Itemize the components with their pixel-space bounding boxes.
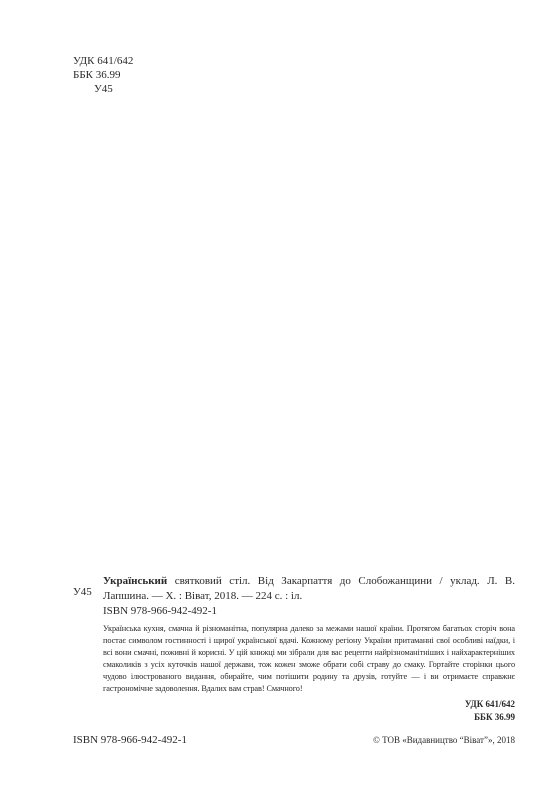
catalog-record: [103, 574, 515, 619]
bbk-code-bottom: ББК 36.99: [474, 712, 515, 722]
catalog-title-rest: святковий стіл. Від Закарпаття до Слобожанщини / уклад. Л. В. Лапшина. — Х. : Віват, 2018. — 224 с. : іл.: [103, 575, 515, 602]
top-classification: [73, 54, 133, 96]
footer-isbn: ISBN 978-966-942-492-1: [73, 734, 187, 746]
catalog-isbn: ISBN 978-966-942-492-1: [103, 605, 217, 617]
bbk-code: ББК 36.99: [73, 69, 121, 81]
catalog-title-bold: Український: [103, 575, 168, 587]
udk-code-bottom: УДК 641/642: [464, 699, 515, 709]
catalog-entry: [103, 574, 515, 604]
cutter-code: У45: [94, 83, 113, 95]
footer-copyright: © ТОВ «Видавництво “Віват”», 2018: [372, 735, 515, 745]
annotation-text: Українська кухня, смачна й різноманітна, популярна далеко за межами нашої країни. Протягом багатьох сторіч вона постає символом гостинності і щирої української вдачі. Кожному регіону України притаманні свої особливі наїдки, і всі вони смачні, поживні й корисні. У цій книжці ми зібрали для вас рецепти найрізноманітніших і найхарактерніших смаколиків з усіх куточків нашої держави, тож кожен зможе обрати собі страву до смаку. Гортайте сторінки цього чудово ілюстрованого видання, обирайте, чим потішити родину та друзів, готуйте — і ви отримаєте справжнє гастрономічне задоволення. Вдалих вам страв! Смачного!: [103, 624, 515, 693]
udk-code: УДК 641/642: [73, 55, 134, 67]
bottom-classification: [465, 698, 515, 724]
catalog-cutter: У45: [73, 586, 92, 598]
